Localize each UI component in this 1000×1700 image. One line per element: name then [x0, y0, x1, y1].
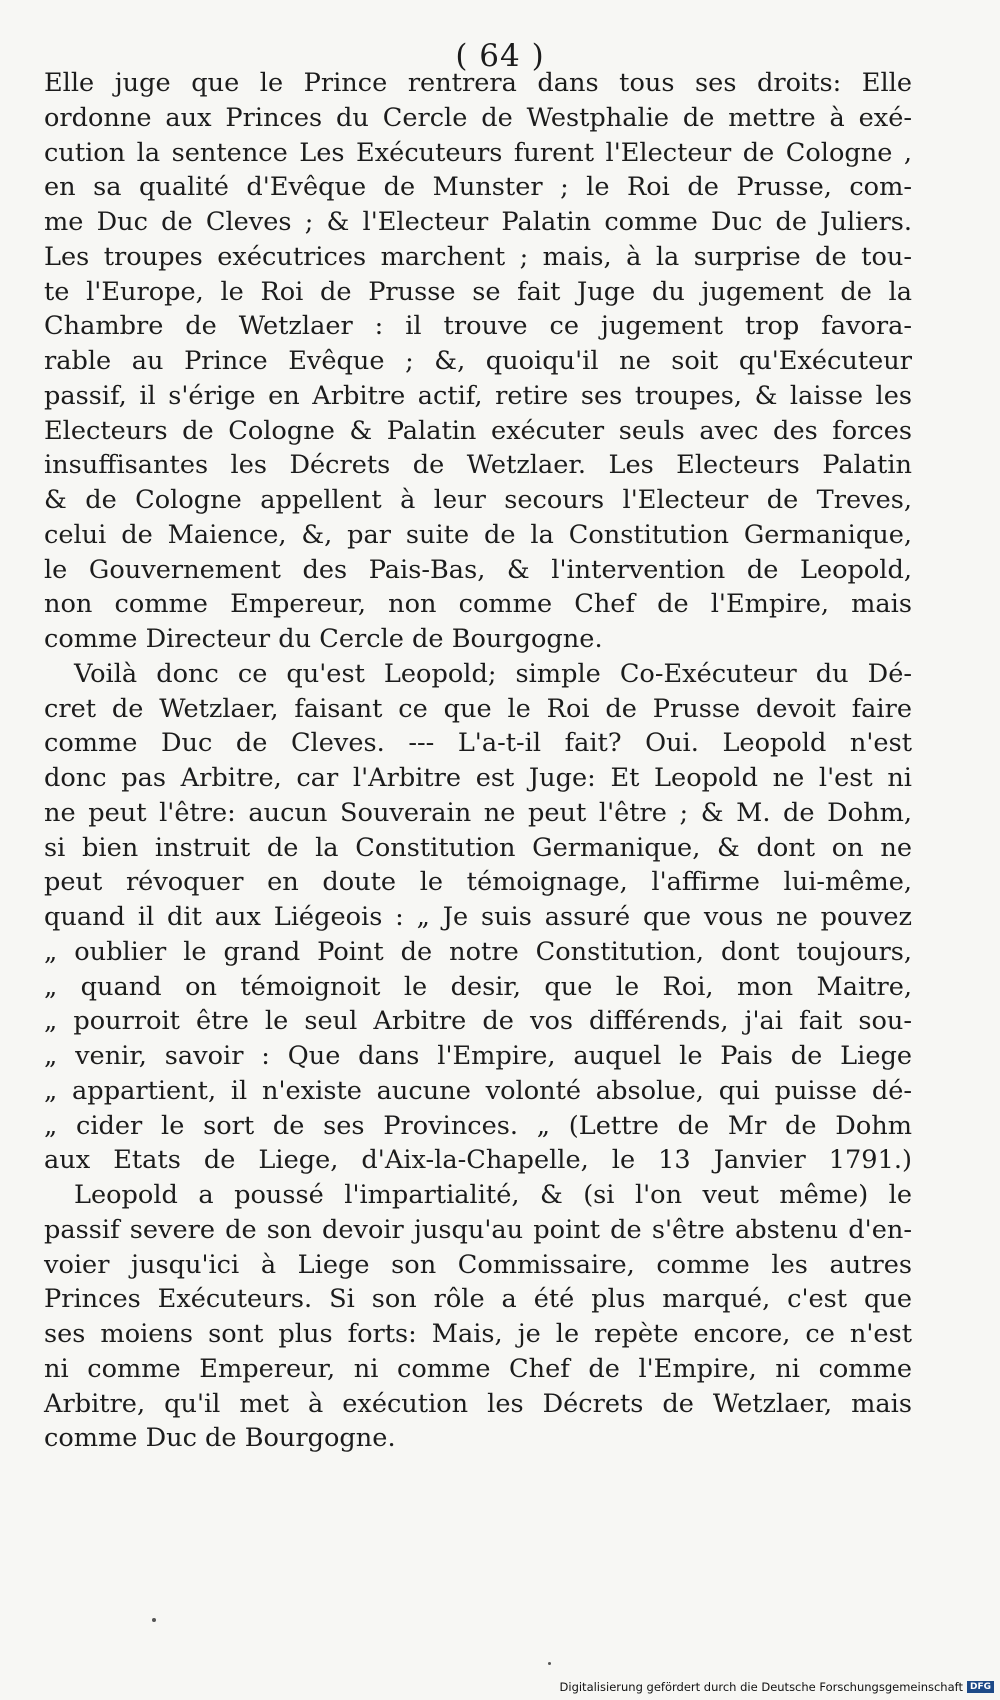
- text-line: comme Directeur du Cercle de Bourgogne.: [44, 624, 603, 654]
- text-line: ordonne aux Princes du Cercle de Westphalie de mettre à exé-: [44, 102, 912, 133]
- text-line: insuffisantes les Décrets de Wetzlaer. Les Electeurs Palatin: [44, 450, 912, 481]
- text-line: quand il dit aux Liégeois : „ Je suis assuré que vous ne pouvez: [44, 902, 912, 932]
- text-line: comme Duc de Cleves. --- L'a-t-il fait? Oui. Leopold n'est: [44, 728, 912, 759]
- text-line: cution la sentence Les Exécuteurs furent l'Electeur de Cologne ,: [44, 137, 912, 168]
- credit-text: Digitalisierung gefördert durch die Deutsche Forschungsgemeinschaft: [559, 1680, 963, 1694]
- quote-line: „ cider le sort de ses Provinces. „ (Lettre de Mr de Dohm: [44, 1110, 912, 1141]
- text-line: passif, il s'érige en Arbitre actif, retire ses troupes, & laisse les: [44, 380, 912, 411]
- dfg-logo: DFG: [967, 1681, 994, 1693]
- text-line: le Gouvernement des Pais-Bas, & l'intervention de Leopold,: [44, 554, 912, 585]
- text-line: ni comme Empereur, ni comme Chef de l'Empire, ni comme: [44, 1353, 912, 1384]
- citation-line: aux Etats de Liege, d'Aix-la-Chapelle, le 13 Janvier 1791.): [44, 1145, 912, 1176]
- ink-speck: [152, 1618, 156, 1622]
- body-text: [44, 66, 912, 1456]
- text-line: ne peut l'être: aucun Souverain ne peut l'être ; & M. de Dohm,: [44, 797, 912, 828]
- text-line: en sa qualité d'Evêque de Munster ; le Roi de Prusse, com-: [44, 172, 912, 203]
- text-line: donc pas Arbitre, car l'Arbitre est Juge: Et Leopold ne l'est ni: [44, 763, 912, 793]
- text-line: Electeurs de Cologne & Palatin exécuter seuls avec des forces: [44, 415, 912, 446]
- text-line: & de Cologne appellent à leur secours l'Electeur de Treves,: [44, 485, 912, 515]
- paragraph-start-line: Leopold a poussé l'impartialité, & (si l'on veut même) le: [74, 1180, 912, 1210]
- text-line: peut révoquer en doute le témoignage, l'affirme lui-même,: [44, 867, 912, 898]
- ink-speck: [548, 1662, 551, 1665]
- quote-line: „ pourroit être le seul Arbitre de vos différends, j'ai fait sou-: [44, 1006, 912, 1037]
- quote-line: „ venir, savoir : Que dans l'Empire, auquel le Pais de Liege: [44, 1041, 912, 1071]
- text-line: te l'Europe, le Roi de Prusse se fait Juge du jugement de la: [44, 276, 912, 307]
- text-line: celui de Maience, &, par suite de la Constitution Germanique,: [44, 519, 912, 550]
- page-number: ( 64 ): [455, 38, 545, 74]
- quote-line: „ oublier le grand Point de notre Constitution, dont toujours,: [44, 936, 912, 967]
- text-line: passif severe de son devoir jusqu'au point de s'être abstenu d'en-: [44, 1214, 912, 1245]
- text-line: Arbitre, qu'il met à exécution les Décrets de Wetzlaer, mais: [44, 1388, 912, 1419]
- paragraph-start-line: Voilà donc ce qu'est Leopold; simple Co-Exécuteur du Dé-: [74, 658, 912, 689]
- text-line: cret de Wetzlaer, faisant ce que le Roi de Prusse devoit faire: [44, 693, 912, 724]
- text-line: Les troupes exécutrices marchent ; mais, à la surprise de tou-: [44, 241, 912, 272]
- text-line: comme Duc de Bourgogne.: [44, 1423, 396, 1454]
- text-line: voier jusqu'ici à Liege son Commissaire, comme les autres: [44, 1249, 912, 1280]
- quote-line: „ appartient, il n'existe aucune volonté absolue, qui puisse dé-: [44, 1075, 912, 1106]
- quote-line: „ quand on témoignoit le desir, que le Roi, mon Maitre,: [44, 971, 912, 1002]
- text-line: Elle juge que le Prince rentrera dans tous ses droits: Elle: [44, 68, 912, 98]
- digitization-credit: [560, 1680, 994, 1694]
- text-line: Princes Exécuteurs. Si son rôle a été plus marqué, c'est que: [44, 1284, 912, 1315]
- text-line: rable au Prince Evêque ; &, quoiqu'il ne soit qu'Exécuteur: [44, 346, 912, 376]
- text-line: me Duc de Cleves ; & l'Electeur Palatin comme Duc de Juliers.: [44, 207, 912, 237]
- text-line: si bien instruit de la Constitution Germanique, & dont on ne: [44, 832, 912, 863]
- text-line: Chambre de Wetzlaer : il trouve ce jugement trop favora-: [44, 311, 912, 342]
- text-line: ses moiens sont plus forts: Mais, je le repète encore, ce n'est: [44, 1319, 912, 1349]
- text-line: non comme Empereur, non comme Chef de l'Empire, mais: [44, 589, 912, 620]
